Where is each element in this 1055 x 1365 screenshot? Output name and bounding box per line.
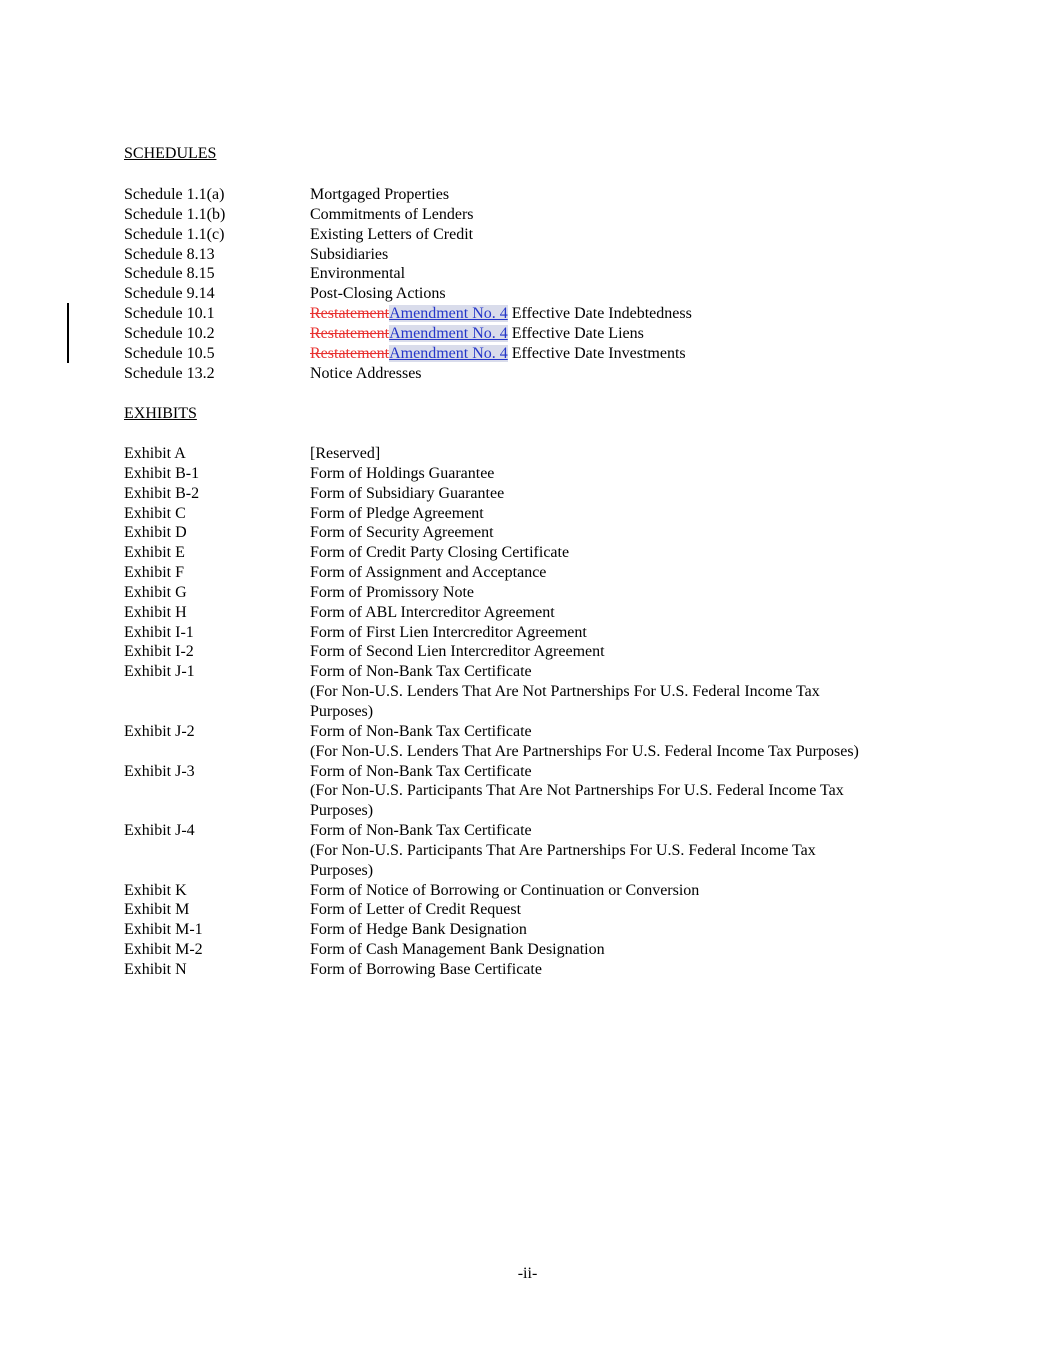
- exhibit-description: Form of Holdings Guarantee: [310, 464, 495, 482]
- exhibit-label: Exhibit E: [124, 544, 185, 562]
- description-line: Purposes): [310, 702, 374, 720]
- exhibit-label: Exhibit B-1: [124, 464, 200, 482]
- schedule-row: [124, 185, 944, 205]
- schedule-row: [124, 245, 944, 265]
- page-number: -ii-: [517, 1265, 538, 1282]
- exhibit-row: [124, 543, 944, 563]
- exhibit-description: Form of Borrowing Base Certificate: [310, 960, 542, 978]
- exhibit-label: Exhibit H: [124, 603, 187, 621]
- exhibit-label: Exhibit B-2: [124, 484, 200, 502]
- exhibit-row: [124, 900, 944, 920]
- exhibit-label: Exhibit J-2: [124, 722, 195, 740]
- exhibit-description: Form of Credit Party Closing Certificate: [310, 544, 570, 562]
- exhibit-row: [124, 960, 944, 980]
- schedule-label: Schedule 10.5: [124, 344, 215, 362]
- exhibit-label: Exhibit N: [124, 960, 187, 978]
- exhibit-label: Exhibit C: [124, 504, 186, 522]
- exhibit-row: [124, 821, 944, 881]
- description-line: (For Non-U.S. Participants That Are Not Partnerships For U.S. Federal Income Tax: [310, 782, 844, 800]
- deleted-text: Restatement: [310, 305, 390, 323]
- exhibit-description: [310, 722, 944, 762]
- schedule-label: Schedule 10.2: [124, 324, 215, 342]
- inserted-text-link[interactable]: Amendment No. 4: [389, 324, 508, 342]
- change-bar: [67, 303, 69, 363]
- schedule-label: Schedule 1.1(c): [124, 225, 225, 243]
- schedule-row: [124, 205, 944, 225]
- schedule-description: Subsidiaries: [310, 245, 389, 263]
- exhibit-label: Exhibit F: [124, 564, 185, 582]
- schedule-row: [124, 364, 944, 384]
- schedule-label: Schedule 10.1: [124, 305, 215, 323]
- exhibit-description: [Reserved]: [310, 445, 381, 462]
- exhibit-description: Form of ABL Intercreditor Agreement: [310, 603, 555, 621]
- exhibit-row: [124, 722, 944, 762]
- deleted-text: Restatement: [310, 344, 390, 362]
- exhibit-description: Form of First Lien Intercreditor Agreement: [310, 623, 587, 641]
- schedules-heading: SCHEDULES: [124, 145, 217, 162]
- schedules-list: [124, 185, 944, 383]
- schedule-row: [124, 225, 944, 245]
- exhibit-label: Exhibit M-1: [124, 921, 203, 939]
- description-line: (For Non-U.S. Lenders That Are Partnerships For U.S. Federal Income Tax Purposes): [310, 742, 859, 760]
- exhibit-label: Exhibit K: [124, 881, 187, 899]
- inserted-text-link[interactable]: Amendment No. 4: [389, 344, 508, 362]
- exhibit-description: [310, 762, 944, 822]
- schedule-description: Mortgaged Properties: [310, 186, 450, 203]
- exhibit-description: Form of Letter of Credit Request: [310, 901, 522, 919]
- exhibit-label: Exhibit D: [124, 524, 187, 542]
- exhibit-description: Form of Second Lien Intercreditor Agreement: [310, 643, 605, 661]
- description-text: Effective Date Investments: [507, 344, 686, 362]
- exhibit-row: [124, 940, 944, 960]
- schedule-label: Schedule 1.1(a): [124, 186, 225, 203]
- exhibit-label: Exhibit M: [124, 901, 190, 919]
- schedule-description: Commitments of Lenders: [310, 205, 474, 223]
- exhibit-label: Exhibit I-1: [124, 623, 194, 641]
- schedule-label: Schedule 8.15: [124, 265, 215, 283]
- exhibit-description: Form of Hedge Bank Designation: [310, 921, 527, 939]
- exhibit-description: Form of Subsidiary Guarantee: [310, 484, 505, 502]
- exhibit-description: [310, 821, 944, 881]
- exhibit-row: [124, 603, 944, 623]
- schedule-row-revised: [124, 344, 944, 364]
- schedule-row-revised: [124, 324, 944, 344]
- description-line: Purposes): [310, 802, 374, 820]
- exhibit-row: [124, 563, 944, 583]
- exhibit-description: [310, 662, 944, 722]
- exhibit-label: Exhibit J-4: [124, 822, 195, 840]
- description-text: Effective Date Indebtedness: [507, 305, 692, 323]
- exhibit-description: Form of Promissory Note: [310, 583, 474, 601]
- schedule-label: Schedule 13.2: [124, 364, 215, 382]
- schedule-description: [310, 304, 944, 324]
- schedule-description: Existing Letters of Credit: [310, 225, 474, 243]
- exhibit-description: Form of Assignment and Acceptance: [310, 564, 547, 582]
- exhibit-row: [124, 881, 944, 901]
- exhibit-row: [124, 464, 944, 484]
- deleted-text: Restatement: [310, 324, 390, 342]
- schedule-description: Environmental: [310, 265, 406, 283]
- exhibits-list: [124, 444, 944, 980]
- exhibit-row: [124, 623, 944, 643]
- description-line: Form of Non-Bank Tax Certificate: [310, 663, 532, 681]
- exhibit-label: Exhibit J-1: [124, 663, 195, 681]
- schedule-description: Post-Closing Actions: [310, 285, 446, 303]
- inserted-text-link[interactable]: Amendment No. 4: [389, 305, 508, 323]
- description-line: Form of Non-Bank Tax Certificate: [310, 822, 532, 840]
- exhibit-description: Form of Cash Management Bank Designation: [310, 941, 605, 959]
- description-line: Purposes): [310, 861, 374, 879]
- exhibit-row: [124, 504, 944, 524]
- exhibit-row: [124, 920, 944, 940]
- schedule-row: [124, 284, 944, 304]
- exhibit-row: [124, 523, 944, 543]
- exhibit-label: Exhibit I-2: [124, 643, 194, 661]
- exhibit-row: [124, 583, 944, 603]
- exhibits-heading: EXHIBITS: [124, 405, 197, 422]
- exhibit-row: [124, 762, 944, 822]
- schedule-row: [124, 264, 944, 284]
- exhibit-label: Exhibit M-2: [124, 941, 203, 959]
- description-line: Form of Non-Bank Tax Certificate: [310, 722, 532, 740]
- exhibit-description: Form of Security Agreement: [310, 524, 494, 542]
- description-text: Effective Date Liens: [507, 324, 644, 342]
- exhibit-row: [124, 484, 944, 504]
- exhibit-row: [124, 642, 944, 662]
- schedule-row-revised: [124, 304, 944, 324]
- exhibit-row: [124, 662, 944, 722]
- schedule-label: Schedule 1.1(b): [124, 205, 226, 223]
- exhibit-label: Exhibit J-3: [124, 762, 195, 780]
- schedule-label: Schedule 8.13: [124, 245, 215, 263]
- schedule-description: Notice Addresses: [310, 364, 422, 382]
- description-line: (For Non-U.S. Participants That Are Partnerships For U.S. Federal Income Tax: [310, 841, 816, 859]
- schedule-description: [310, 344, 944, 364]
- exhibit-description: Form of Pledge Agreement: [310, 504, 484, 522]
- schedule-description: [310, 324, 944, 344]
- exhibit-description: Form of Notice of Borrowing or Continuation or Conversion: [310, 881, 700, 899]
- description-line: Form of Non-Bank Tax Certificate: [310, 762, 532, 780]
- exhibit-label: Exhibit G: [124, 583, 187, 601]
- exhibit-label: Exhibit A: [124, 445, 186, 462]
- schedule-label: Schedule 9.14: [124, 285, 215, 303]
- description-line: (For Non-U.S. Lenders That Are Not Partnerships For U.S. Federal Income Tax: [310, 683, 820, 701]
- exhibit-row: [124, 444, 944, 464]
